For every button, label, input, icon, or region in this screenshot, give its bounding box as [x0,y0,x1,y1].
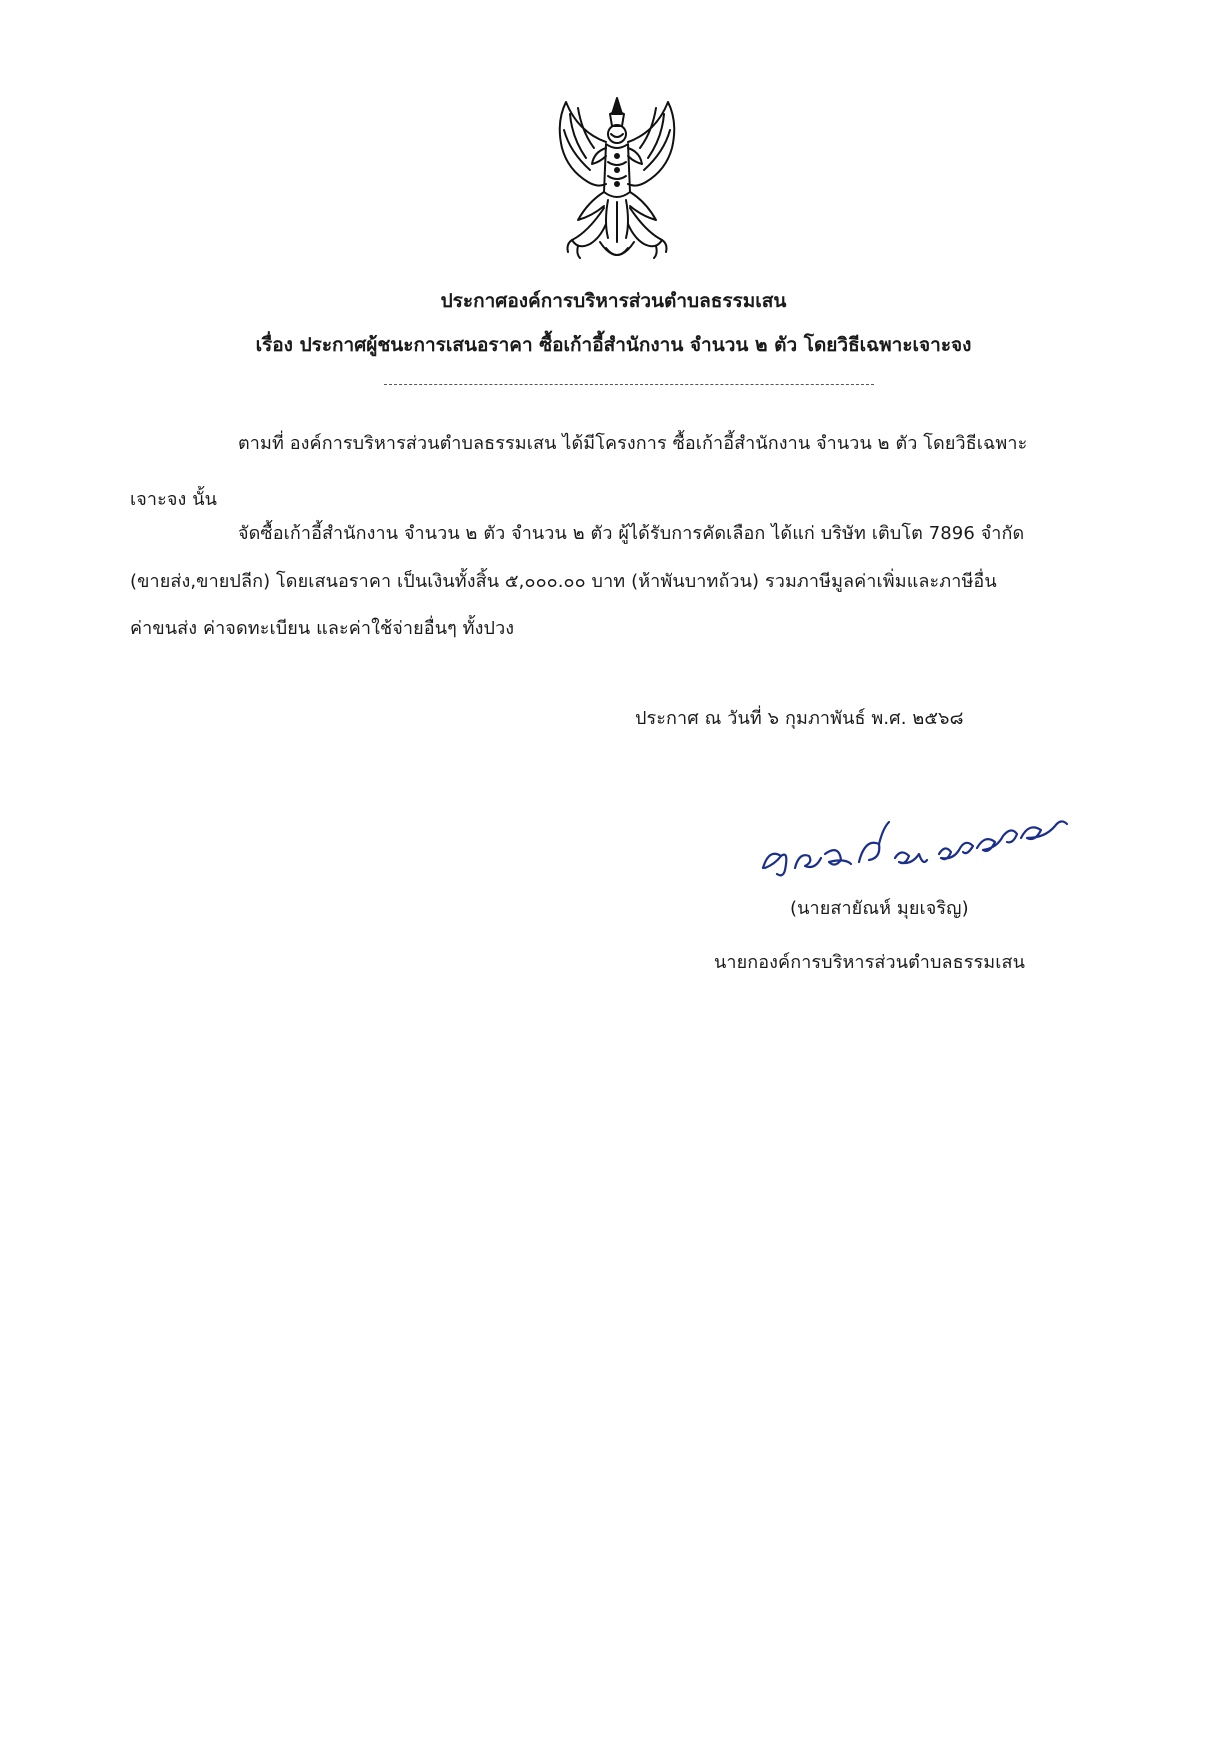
paragraph-2-line-2: (ขายส่ง,ขายปลีก) โดยเสนอราคา เป็นเงินทั้งสิ้น ๕,๐๐๐.๐๐ บาท (ห้าพันบาทถ้วน) รวมภาษีมูลค่าเพิ่มและภาษีอื่น [130,571,997,592]
separator-line [384,384,874,385]
signatory-name: (นายสายัณห์ มุยเจริญ) [790,898,969,919]
signatory-position: นายกองค์การบริหารส่วนตำบลธรรมเสน [714,952,1025,973]
paragraph-1-line-1: ตามที่ องค์การบริหารส่วนตำบลธรรมเสน ได้มีโครงการ ซื้อเก้าอี้สำนักงาน จำนวน ๒ ตัว โดยวิธีเฉพาะ [238,433,1028,454]
garuda-emblem-icon [548,92,686,272]
document-title: ประกาศองค์การบริหารส่วนตำบลธรรมเสน [440,290,787,312]
paragraph-2-line-1: จัดซื้อเก้าอี้สำนักงาน จำนวน ๒ ตัว จำนวน ๒ ตัว ผู้ได้รับการคัดเลือก ได้แก่ บริษัท เติบโต 7896 จำกัด [238,523,1025,544]
handwritten-signature [755,808,1085,886]
paragraph-2-line-3: ค่าขนส่ง ค่าจดทะเบียน และค่าใช้จ่ายอื่นๆ ทั้งปวง [130,618,515,639]
paragraph-1-line-2: เจาะจง นั้น [130,489,218,510]
announcement-date: ประกาศ ณ วันที่ ๖ กุมภาพันธ์ พ.ศ. ๒๕๖๘ [635,708,964,729]
document-subject: เรื่อง ประกาศผู้ชนะการเสนอราคา ซื้อเก้าอี้สำนักงาน จำนวน ๒ ตัว โดยวิธีเฉพาะเจาะจง [255,334,972,356]
